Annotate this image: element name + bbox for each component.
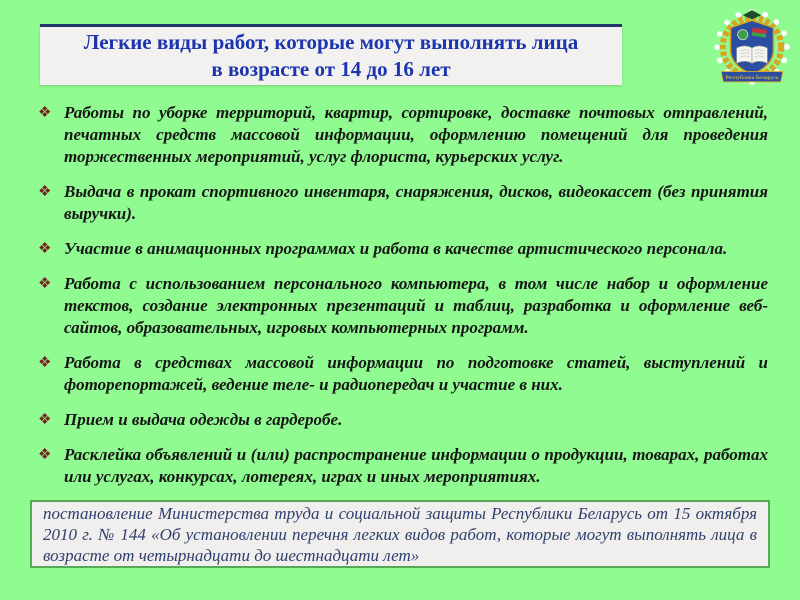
bullet-text-1: Работы по уборке территорий, квартир, сортировке, доставке почтовых отправлений, печатных средств массовой информации, оформлению помещений для проведения торжественных мероприятий, услуг флориста, курьерских услуг. [64, 103, 768, 166]
belarus-ministry-emblem-logo [711, 7, 793, 89]
bullet-text-5: Работа в средствах массовой информации по подготовке статей, выступлений и фоторепортажей, ведение теле- и радиопередач и участие в них. [64, 353, 768, 394]
bullet-item-4 [38, 273, 768, 339]
slide-title-line1: Легкие виды работ, которые могут выполнять лица [83, 30, 579, 54]
footer-citation-text: постановление Министерства труда и социальной защиты Республики Беларусь от 15 октября 2010 г. № 144 «Об установлении перечня легких видов работ, которые могут выполнять лица в возрасте от четырнадцати до шестнадцати лет» [43, 503, 757, 565]
bullet-item-5 [38, 352, 768, 396]
bullet-text-7: Расклейка объявлений и (или) распространение информации о продукции, товарах, работах или услугах, конкурсах, лотереях, играх и иных мероприятиях. [64, 445, 768, 486]
diamond-bullet-icon: ❖ [38, 241, 52, 257]
diamond-bullet-icon: ❖ [38, 105, 52, 121]
bullet-item-1 [38, 102, 768, 168]
bullet-item-2 [38, 181, 768, 225]
emblem-icon [711, 7, 793, 89]
slide-title-line2: в возрасте от 14 до 16 лет [211, 57, 451, 81]
diamond-bullet-icon: ❖ [38, 355, 52, 371]
bullet-text-6: Прием и выдача одежды в гардеробе. [64, 410, 343, 429]
diamond-bullet-icon: ❖ [38, 276, 52, 292]
shield-icon [730, 20, 773, 74]
ribbon-banner-text: Республика Беларусь [725, 74, 772, 81]
diamond-bullet-icon: ❖ [38, 447, 52, 463]
bullet-list [38, 102, 768, 501]
bullet-text-4: Работа с использованием персонального компьютера, в том числе набор и оформление текстов, создание электронных презентаций и таблиц, разработка и оформление веб-сайтов, образовательных, игровых компьютерных программ. [64, 274, 768, 337]
bullet-item-7 [38, 444, 768, 488]
title-box [40, 24, 622, 85]
diamond-bullet-icon: ❖ [38, 184, 52, 200]
diamond-bullet-icon: ❖ [38, 412, 52, 428]
bullet-item-6 [38, 409, 768, 431]
bullet-text-2: Выдача в прокат спортивного инвентаря, снаряжения, дисков, видеокассет (без принятия выручки). [64, 182, 768, 223]
globe-icon [738, 30, 748, 40]
bullet-item-3 [38, 238, 768, 260]
footer-citation-box [30, 500, 770, 568]
open-book-icon [737, 46, 768, 63]
bullet-text-3: Участие в анимационных программах и работа в качестве артистического персонала. [64, 239, 728, 258]
